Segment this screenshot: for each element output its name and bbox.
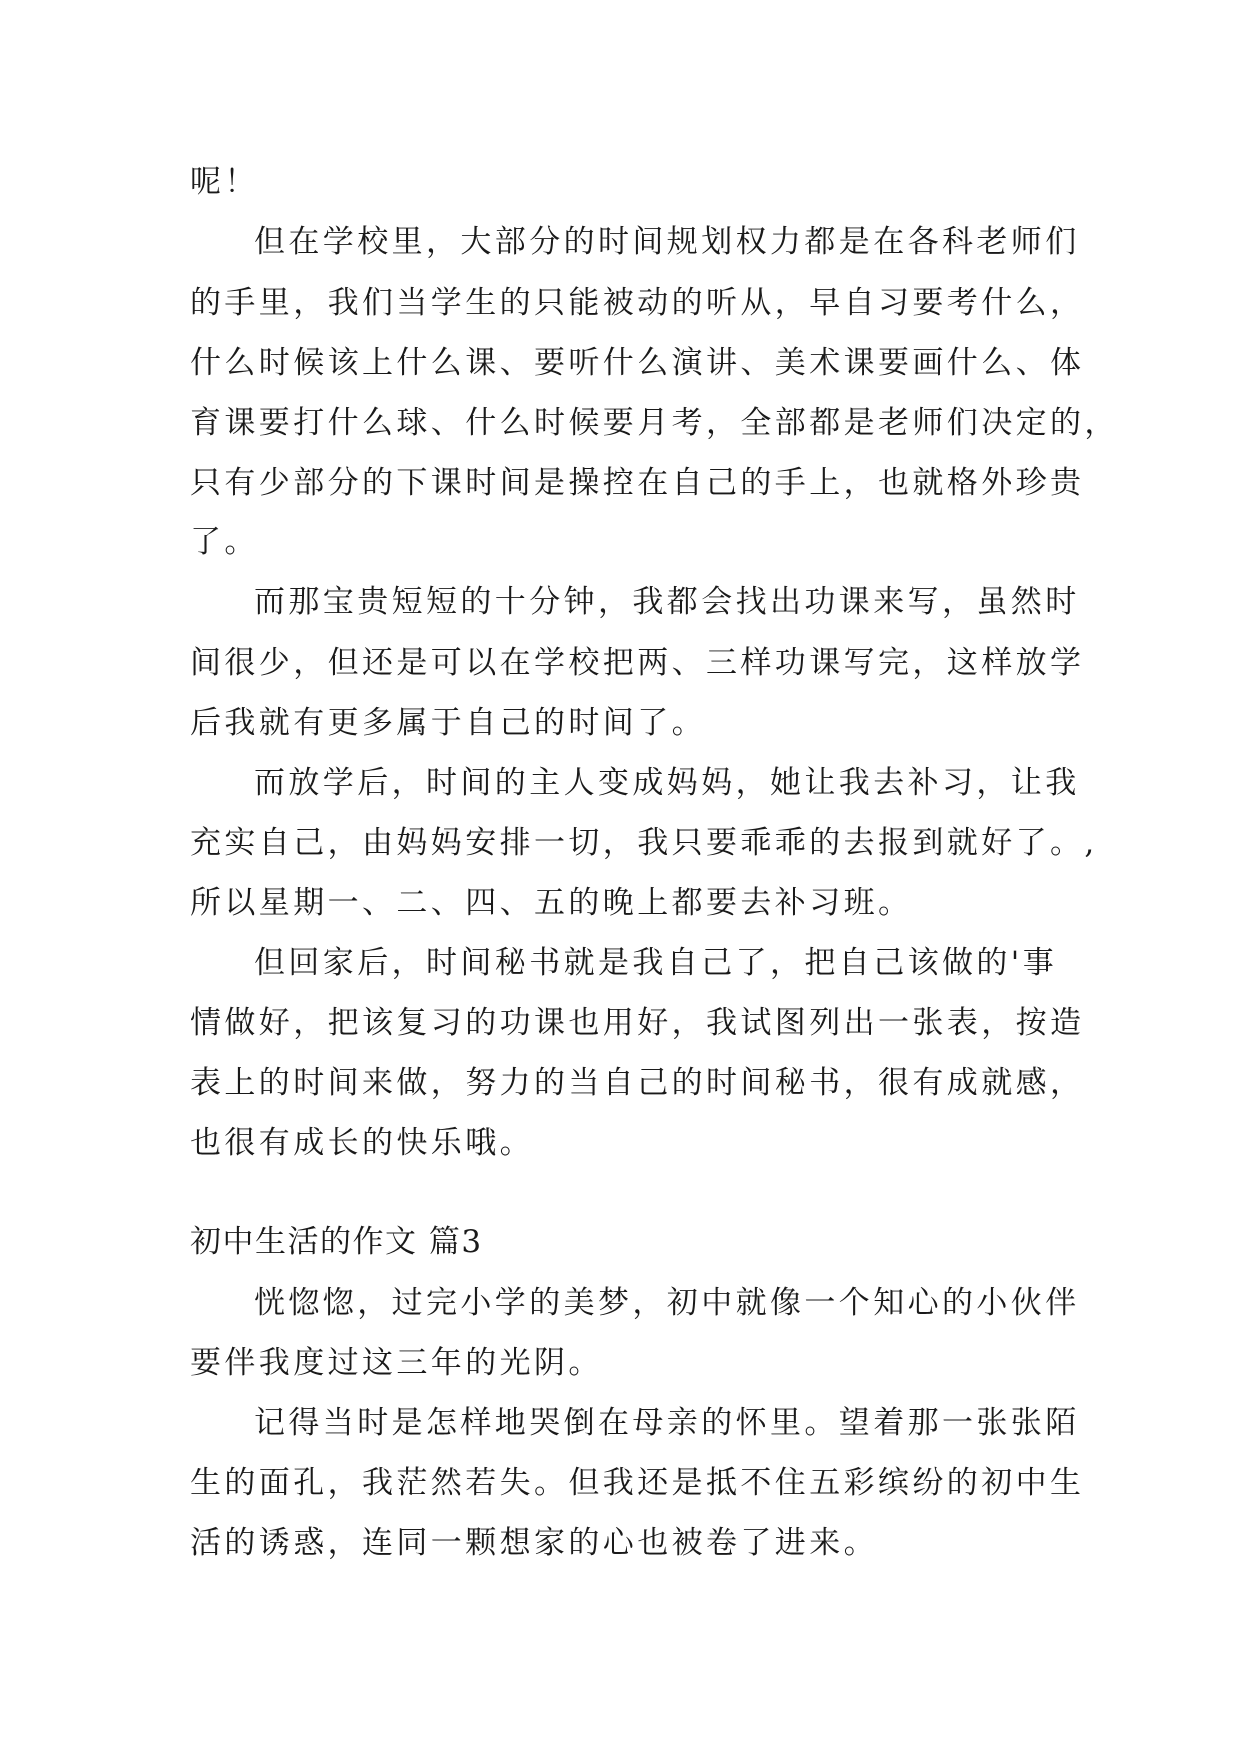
paragraph-line: 要伴我度过这三年的光阴。 [190,1345,603,1381]
section-heading: 初中生活的作文 篇3 [190,1224,483,1260]
paragraph-line: 后我就有更多属于自己的时间了。 [190,705,706,741]
paragraph-line: 而放学后，时间的主人变成妈妈，她让我去补习，让我 [254,765,1080,801]
paragraph-line: 间很少，但还是可以在学校把两、三样功课写完，这样放学 [190,645,1085,681]
paragraph-line: 只有少部分的下课时间是操控在自己的手上，也就格外珍贵 [190,465,1085,501]
paragraph-line: 育课要打什么球、什么时候要月考，全部都是老师们决定的， [190,405,1119,441]
paragraph-line: 记得当时是怎样地哭倒在母亲的怀里。望着那一张张陌 [254,1405,1080,1441]
paragraph-line: 活的诱惑，连同一颗想家的心也被卷了进来。 [190,1525,878,1561]
paragraph-line: 也很有成长的快乐哦。 [190,1125,534,1161]
paragraph-line: 的手里，我们当学生的只能被动的听从，早自习要考什么， [190,285,1085,321]
paragraph-line: 恍惚惚，过完小学的美梦，初中就像一个知心的小伙伴 [254,1285,1080,1321]
paragraph-line: 但回家后，时间秘书就是我自己了，把自己该做的'事 [254,945,1058,981]
paragraph-line: 表上的时间来做，努力的当自己的时间秘书，很有成就感， [190,1065,1085,1101]
paragraph-line: 呢！ [190,164,259,200]
paragraph-line: 所以星期一、二、四、五的晚上都要去补习班。 [190,885,913,921]
paragraph-line: 情做好，把该复习的功课也用好，我试图列出一张表，按造 [190,1005,1085,1041]
paragraph-line: 生的面孔，我茫然若失。但我还是抵不住五彩缤纷的初中生 [190,1465,1085,1501]
paragraph-line: 充实自己，由妈妈安排一切，我只要乖乖的去报到就好了。, [190,825,1098,861]
paragraph-line: 而那宝贵短短的十分钟，我都会找出功课来写，虽然时 [254,584,1080,620]
paragraph-line: 但在学校里，大部分的时间规划权力都是在各科老师们 [254,224,1080,260]
paragraph-line: 了。 [190,524,259,560]
paragraph-line: 什么时候该上什么课、要听什么演讲、美术课要画什么、体 [190,345,1085,381]
